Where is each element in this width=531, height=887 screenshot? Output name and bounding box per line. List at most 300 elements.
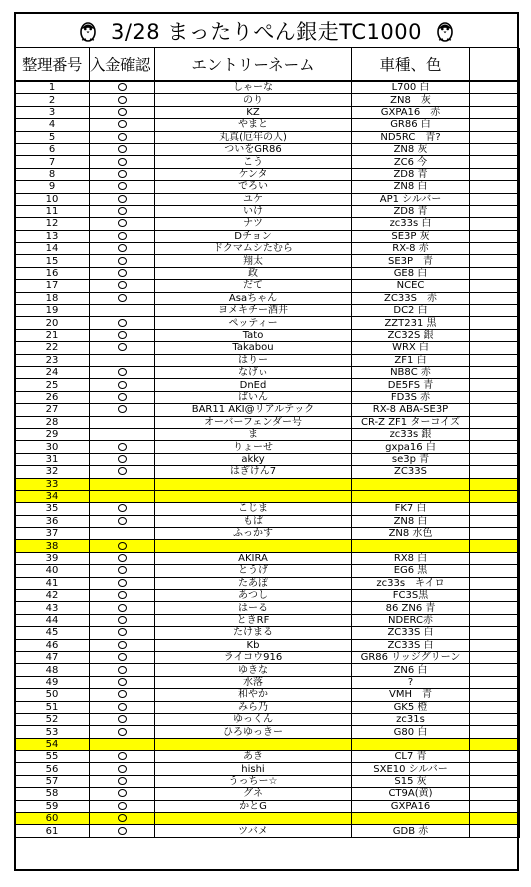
row-number: 55 bbox=[15, 751, 90, 763]
payment-status-cell bbox=[90, 614, 155, 626]
entry-name: グネ bbox=[155, 788, 352, 800]
row-number: 52 bbox=[15, 713, 90, 725]
circle-icon bbox=[118, 542, 127, 550]
entry-name: ばいん bbox=[155, 391, 352, 403]
table-row bbox=[15, 614, 520, 626]
payment-status-cell bbox=[90, 763, 155, 775]
entry-name: うっちー☆ bbox=[155, 775, 352, 787]
table-row bbox=[15, 800, 520, 812]
circle-icon bbox=[118, 294, 127, 302]
car-model-color: GR86 リッジグリーン bbox=[352, 651, 470, 663]
table-row bbox=[15, 255, 520, 267]
car-model-color: FC3S黒 bbox=[352, 590, 470, 602]
car-model-color: ZN6 白 bbox=[352, 664, 470, 676]
table-row bbox=[15, 825, 520, 837]
table-row bbox=[15, 813, 520, 825]
car-model-color: ZN8 白 bbox=[352, 181, 470, 193]
entry-name: ツバメ bbox=[155, 825, 352, 837]
payment-status-cell bbox=[90, 131, 155, 143]
entry-name bbox=[155, 490, 352, 502]
table-row bbox=[15, 329, 520, 341]
blank-cell bbox=[470, 168, 520, 180]
blank-cell bbox=[470, 317, 520, 329]
table-row bbox=[15, 404, 520, 416]
row-number: 7 bbox=[15, 156, 90, 168]
blank-cell bbox=[470, 751, 520, 763]
car-model-color bbox=[352, 490, 470, 502]
table-row bbox=[15, 243, 520, 255]
blank-cell bbox=[470, 441, 520, 453]
entry-name: ゆっくん bbox=[155, 713, 352, 725]
car-model-color: ZF1 白 bbox=[352, 354, 470, 366]
table-row bbox=[15, 119, 520, 131]
table-row bbox=[15, 193, 520, 205]
entry-name: オーバーフェンダー号 bbox=[155, 416, 352, 428]
payment-status-cell bbox=[90, 317, 155, 329]
row-number: 54 bbox=[15, 738, 90, 750]
car-model-color bbox=[352, 738, 470, 750]
entry-name: 水落 bbox=[155, 676, 352, 688]
entry-rows bbox=[15, 81, 520, 837]
car-model-color: GK5 橙 bbox=[352, 701, 470, 713]
entry-name: BAR11 AKI@リアルテック bbox=[155, 404, 352, 416]
blank-cell bbox=[470, 540, 520, 552]
entry-name: ナツ bbox=[155, 218, 352, 230]
car-model-color: ? bbox=[352, 676, 470, 688]
row-number: 5 bbox=[15, 131, 90, 143]
entry-name bbox=[155, 813, 352, 825]
payment-status-cell bbox=[90, 441, 155, 453]
entry-name bbox=[155, 738, 352, 750]
car-model-color: AP1 シルバー bbox=[352, 193, 470, 205]
car-model-color: ZC32S 銀 bbox=[352, 329, 470, 341]
blank-cell bbox=[470, 490, 520, 502]
row-number: 43 bbox=[15, 602, 90, 614]
circle-icon bbox=[118, 703, 127, 711]
payment-status-cell bbox=[90, 590, 155, 602]
blank-cell bbox=[470, 193, 520, 205]
payment-status-cell bbox=[90, 94, 155, 106]
payment-status-cell bbox=[90, 416, 155, 428]
entry-name: AKIRA bbox=[155, 552, 352, 564]
blank-cell bbox=[470, 119, 520, 131]
table-row bbox=[15, 181, 520, 193]
payment-status-cell bbox=[90, 366, 155, 378]
payment-status-cell bbox=[90, 106, 155, 118]
blank-cell bbox=[470, 689, 520, 701]
entry-name: はぎけん7 bbox=[155, 466, 352, 478]
circle-icon bbox=[118, 343, 127, 351]
penguin-icon bbox=[436, 20, 454, 42]
car-model-color: ZN8 白 bbox=[352, 515, 470, 527]
payment-status-cell bbox=[90, 379, 155, 391]
blank-cell bbox=[470, 763, 520, 775]
row-number: 11 bbox=[15, 205, 90, 217]
payment-status-cell bbox=[90, 639, 155, 651]
circle-icon bbox=[118, 331, 127, 339]
circle-icon bbox=[118, 269, 127, 277]
circle-icon bbox=[118, 455, 127, 463]
blank-cell bbox=[470, 515, 520, 527]
row-number: 36 bbox=[15, 515, 90, 527]
payment-status-cell bbox=[90, 168, 155, 180]
car-model-color: ZD8 青 bbox=[352, 168, 470, 180]
circle-icon bbox=[118, 182, 127, 190]
car-model-color: zc33s 銀 bbox=[352, 428, 470, 440]
row-number: 21 bbox=[15, 329, 90, 341]
table-row bbox=[15, 701, 520, 713]
sheet-title-bar bbox=[14, 12, 519, 48]
row-number: 48 bbox=[15, 664, 90, 676]
row-number: 39 bbox=[15, 552, 90, 564]
row-number: 56 bbox=[15, 763, 90, 775]
row-number: 8 bbox=[15, 168, 90, 180]
table-row bbox=[15, 305, 520, 317]
table-row bbox=[15, 490, 520, 502]
table-row bbox=[15, 664, 520, 676]
header-car: 車種、色 bbox=[352, 48, 470, 81]
table-row bbox=[15, 751, 520, 763]
row-number: 6 bbox=[15, 143, 90, 155]
blank-cell bbox=[470, 329, 520, 341]
table-row bbox=[15, 143, 520, 155]
blank-cell bbox=[470, 813, 520, 825]
payment-status-cell bbox=[90, 825, 155, 837]
entry-name: しゃーな bbox=[155, 81, 352, 94]
row-number: 51 bbox=[15, 701, 90, 713]
row-number: 50 bbox=[15, 689, 90, 701]
entry-name: Tato bbox=[155, 329, 352, 341]
circle-icon bbox=[118, 715, 127, 723]
car-model-color: 86 ZN6 青 bbox=[352, 602, 470, 614]
circle-icon bbox=[118, 504, 127, 512]
row-number: 38 bbox=[15, 540, 90, 552]
payment-status-cell bbox=[90, 143, 155, 155]
payment-status-cell bbox=[90, 775, 155, 787]
circle-icon bbox=[118, 777, 127, 785]
table-row bbox=[15, 131, 520, 143]
circle-icon bbox=[118, 232, 127, 240]
table-row bbox=[15, 94, 520, 106]
circle-icon bbox=[118, 765, 127, 773]
circle-icon bbox=[118, 566, 127, 574]
payment-status-cell bbox=[90, 478, 155, 490]
car-model-color: DE5FS 青 bbox=[352, 379, 470, 391]
entry-name: あき bbox=[155, 751, 352, 763]
row-number: 15 bbox=[15, 255, 90, 267]
car-model-color: SXE10 シルバー bbox=[352, 763, 470, 775]
blank-cell bbox=[470, 205, 520, 217]
circle-icon bbox=[118, 827, 127, 835]
row-number: 41 bbox=[15, 577, 90, 589]
entry-name: たあぽ bbox=[155, 577, 352, 589]
row-number: 25 bbox=[15, 379, 90, 391]
table-row bbox=[15, 627, 520, 639]
row-number: 35 bbox=[15, 503, 90, 515]
circle-icon bbox=[118, 591, 127, 599]
entry-name: ペッティー bbox=[155, 317, 352, 329]
car-model-color: ZD8 青 bbox=[352, 205, 470, 217]
row-number: 24 bbox=[15, 366, 90, 378]
circle-icon bbox=[118, 133, 127, 141]
payment-status-cell bbox=[90, 726, 155, 738]
table-row bbox=[15, 267, 520, 279]
row-number: 4 bbox=[15, 119, 90, 131]
blank-cell bbox=[470, 800, 520, 812]
entry-name: ケンタ bbox=[155, 168, 352, 180]
header-number: 整理番号 bbox=[15, 48, 90, 81]
payment-status-cell bbox=[90, 230, 155, 242]
blank-cell bbox=[470, 131, 520, 143]
circle-icon bbox=[118, 467, 127, 475]
circle-icon bbox=[118, 802, 127, 810]
circle-icon bbox=[118, 789, 127, 797]
table-row bbox=[15, 577, 520, 589]
entry-name: Kb bbox=[155, 639, 352, 651]
car-model-color: ZN8 灰 bbox=[352, 94, 470, 106]
row-number: 60 bbox=[15, 813, 90, 825]
circle-icon bbox=[118, 170, 127, 178]
payment-status-cell bbox=[90, 751, 155, 763]
row-number: 27 bbox=[15, 404, 90, 416]
car-model-color: G80 白 bbox=[352, 726, 470, 738]
car-model-color: ZZT231 黒 bbox=[352, 317, 470, 329]
row-number: 19 bbox=[15, 305, 90, 317]
row-number: 14 bbox=[15, 243, 90, 255]
row-number: 22 bbox=[15, 342, 90, 354]
blank-cell bbox=[470, 602, 520, 614]
entry-name: あつし bbox=[155, 590, 352, 602]
row-number: 13 bbox=[15, 230, 90, 242]
car-model-color bbox=[352, 813, 470, 825]
row-number: 29 bbox=[15, 428, 90, 440]
payment-status-cell bbox=[90, 602, 155, 614]
blank-cell bbox=[470, 664, 520, 676]
payment-status-cell bbox=[90, 577, 155, 589]
car-model-color: FK7 白 bbox=[352, 503, 470, 515]
payment-status-cell bbox=[90, 788, 155, 800]
table-row bbox=[15, 391, 520, 403]
payment-status-cell bbox=[90, 528, 155, 540]
circle-icon bbox=[118, 641, 127, 649]
row-number: 31 bbox=[15, 453, 90, 465]
blank-cell bbox=[470, 366, 520, 378]
car-model-color: FD3S 赤 bbox=[352, 391, 470, 403]
car-model-color: gxpa16 白 bbox=[352, 441, 470, 453]
entry-name: hishi bbox=[155, 763, 352, 775]
entry-name: 丸真(厄年の人) bbox=[155, 131, 352, 143]
car-model-color: ZN8 水色 bbox=[352, 528, 470, 540]
table-row bbox=[15, 528, 520, 540]
blank-cell bbox=[470, 354, 520, 366]
row-number: 45 bbox=[15, 627, 90, 639]
car-model-color: ZC33S bbox=[352, 466, 470, 478]
entry-name: Dチョン bbox=[155, 230, 352, 242]
table-row bbox=[15, 689, 520, 701]
table-row bbox=[15, 503, 520, 515]
entry-name: KZ bbox=[155, 106, 352, 118]
entry-name: みら乃 bbox=[155, 701, 352, 713]
payment-status-cell bbox=[90, 552, 155, 564]
table-row bbox=[15, 379, 520, 391]
blank-cell bbox=[470, 292, 520, 304]
payment-status-cell bbox=[90, 218, 155, 230]
row-number: 18 bbox=[15, 292, 90, 304]
table-row bbox=[15, 292, 520, 304]
circle-icon bbox=[118, 108, 127, 116]
header-blank bbox=[470, 48, 520, 81]
car-model-color: S15 灰 bbox=[352, 775, 470, 787]
payment-status-cell bbox=[90, 664, 155, 676]
entry-name: ま bbox=[155, 428, 352, 440]
entry-name: Asaちゃん bbox=[155, 292, 352, 304]
row-number: 9 bbox=[15, 181, 90, 193]
row-number: 10 bbox=[15, 193, 90, 205]
entry-name: だて bbox=[155, 280, 352, 292]
circle-icon bbox=[118, 393, 127, 401]
blank-cell bbox=[470, 342, 520, 354]
circle-icon bbox=[118, 517, 127, 525]
table-row bbox=[15, 106, 520, 118]
blank-cell bbox=[470, 255, 520, 267]
row-number: 30 bbox=[15, 441, 90, 453]
circle-icon bbox=[118, 554, 127, 562]
row-number: 57 bbox=[15, 775, 90, 787]
entry-name: でろい bbox=[155, 181, 352, 193]
blank-cell bbox=[470, 614, 520, 626]
blank-cell bbox=[470, 639, 520, 651]
entry-name bbox=[155, 478, 352, 490]
car-model-color: zc31s bbox=[352, 713, 470, 725]
car-model-color: RX-8 赤 bbox=[352, 243, 470, 255]
row-number: 44 bbox=[15, 614, 90, 626]
payment-status-cell bbox=[90, 503, 155, 515]
payment-status-cell bbox=[90, 466, 155, 478]
car-model-color: L700 白 bbox=[352, 81, 470, 94]
car-model-color bbox=[352, 478, 470, 490]
payment-status-cell bbox=[90, 813, 155, 825]
payment-status-cell bbox=[90, 329, 155, 341]
car-model-color: ZC33S 白 bbox=[352, 639, 470, 651]
circle-icon bbox=[118, 158, 127, 166]
page-title: 3/28 まったりぺん銀走TC1000 bbox=[110, 19, 423, 44]
payment-status-cell bbox=[90, 391, 155, 403]
circle-icon bbox=[118, 120, 127, 128]
row-number: 37 bbox=[15, 528, 90, 540]
car-model-color bbox=[352, 540, 470, 552]
row-number: 2 bbox=[15, 94, 90, 106]
car-model-color: DC2 白 bbox=[352, 305, 470, 317]
entry-name: ゆきな bbox=[155, 664, 352, 676]
payment-status-cell bbox=[90, 713, 155, 725]
table-row bbox=[15, 317, 520, 329]
blank-cell bbox=[470, 676, 520, 688]
circle-icon bbox=[118, 281, 127, 289]
blank-cell bbox=[470, 379, 520, 391]
blank-cell bbox=[470, 428, 520, 440]
table-row bbox=[15, 590, 520, 602]
entry-list-sheet bbox=[14, 12, 519, 838]
payment-status-cell bbox=[90, 255, 155, 267]
table-row bbox=[15, 230, 520, 242]
row-number: 12 bbox=[15, 218, 90, 230]
entry-name: もぱ bbox=[155, 515, 352, 527]
row-number: 3 bbox=[15, 106, 90, 118]
circle-icon bbox=[118, 319, 127, 327]
blank-cell bbox=[470, 503, 520, 515]
payment-status-cell bbox=[90, 267, 155, 279]
blank-cell bbox=[470, 528, 520, 540]
entry-name: ドクマムシたむら bbox=[155, 243, 352, 255]
payment-status-cell bbox=[90, 119, 155, 131]
row-number: 23 bbox=[15, 354, 90, 366]
payment-status-cell bbox=[90, 243, 155, 255]
entry-name: 政 bbox=[155, 267, 352, 279]
car-model-color: ZC33S 赤 bbox=[352, 292, 470, 304]
blank-cell bbox=[470, 775, 520, 787]
row-number: 42 bbox=[15, 590, 90, 602]
header-entry-name: エントリーネーム bbox=[155, 48, 352, 81]
car-model-color: RX-8 ABA-SE3P bbox=[352, 404, 470, 416]
penguin-icon bbox=[79, 20, 97, 42]
blank-cell bbox=[470, 230, 520, 242]
blank-cell bbox=[470, 466, 520, 478]
entry-name: ヨメキチー酒井 bbox=[155, 305, 352, 317]
row-number: 49 bbox=[15, 676, 90, 688]
row-number: 20 bbox=[15, 317, 90, 329]
blank-cell bbox=[470, 713, 520, 725]
payment-status-cell bbox=[90, 800, 155, 812]
table-row bbox=[15, 205, 520, 217]
circle-icon bbox=[118, 405, 127, 413]
entry-name: はーる bbox=[155, 602, 352, 614]
table-row bbox=[15, 639, 520, 651]
table-row bbox=[15, 478, 520, 490]
circle-icon bbox=[118, 381, 127, 389]
car-model-color: GDB 赤 bbox=[352, 825, 470, 837]
car-model-color: ZN8 灰 bbox=[352, 143, 470, 155]
circle-icon bbox=[118, 752, 127, 760]
payment-status-cell bbox=[90, 342, 155, 354]
entry-name: ひろゆっきー bbox=[155, 726, 352, 738]
entry-name: のり bbox=[155, 94, 352, 106]
blank-cell bbox=[470, 701, 520, 713]
entry-name: こじま bbox=[155, 503, 352, 515]
table-row bbox=[15, 565, 520, 577]
table-row bbox=[15, 540, 520, 552]
car-model-color: se3p 青 bbox=[352, 453, 470, 465]
car-model-color: NB8C 赤 bbox=[352, 366, 470, 378]
payment-status-cell bbox=[90, 292, 155, 304]
blank-cell bbox=[470, 94, 520, 106]
blank-cell bbox=[470, 305, 520, 317]
payment-status-cell bbox=[90, 205, 155, 217]
table-row bbox=[15, 218, 520, 230]
car-model-color: SE3P 青 bbox=[352, 255, 470, 267]
entry-name: りょーせ bbox=[155, 441, 352, 453]
entry-name: いけ bbox=[155, 205, 352, 217]
circle-icon bbox=[118, 666, 127, 674]
circle-icon bbox=[118, 219, 127, 227]
payment-status-cell bbox=[90, 627, 155, 639]
car-model-color: NCEC bbox=[352, 280, 470, 292]
car-model-color: CL7 青 bbox=[352, 751, 470, 763]
payment-status-cell bbox=[90, 156, 155, 168]
entry-name: こう bbox=[155, 156, 352, 168]
table-row bbox=[15, 453, 520, 465]
payment-status-cell bbox=[90, 565, 155, 577]
payment-status-cell bbox=[90, 354, 155, 366]
